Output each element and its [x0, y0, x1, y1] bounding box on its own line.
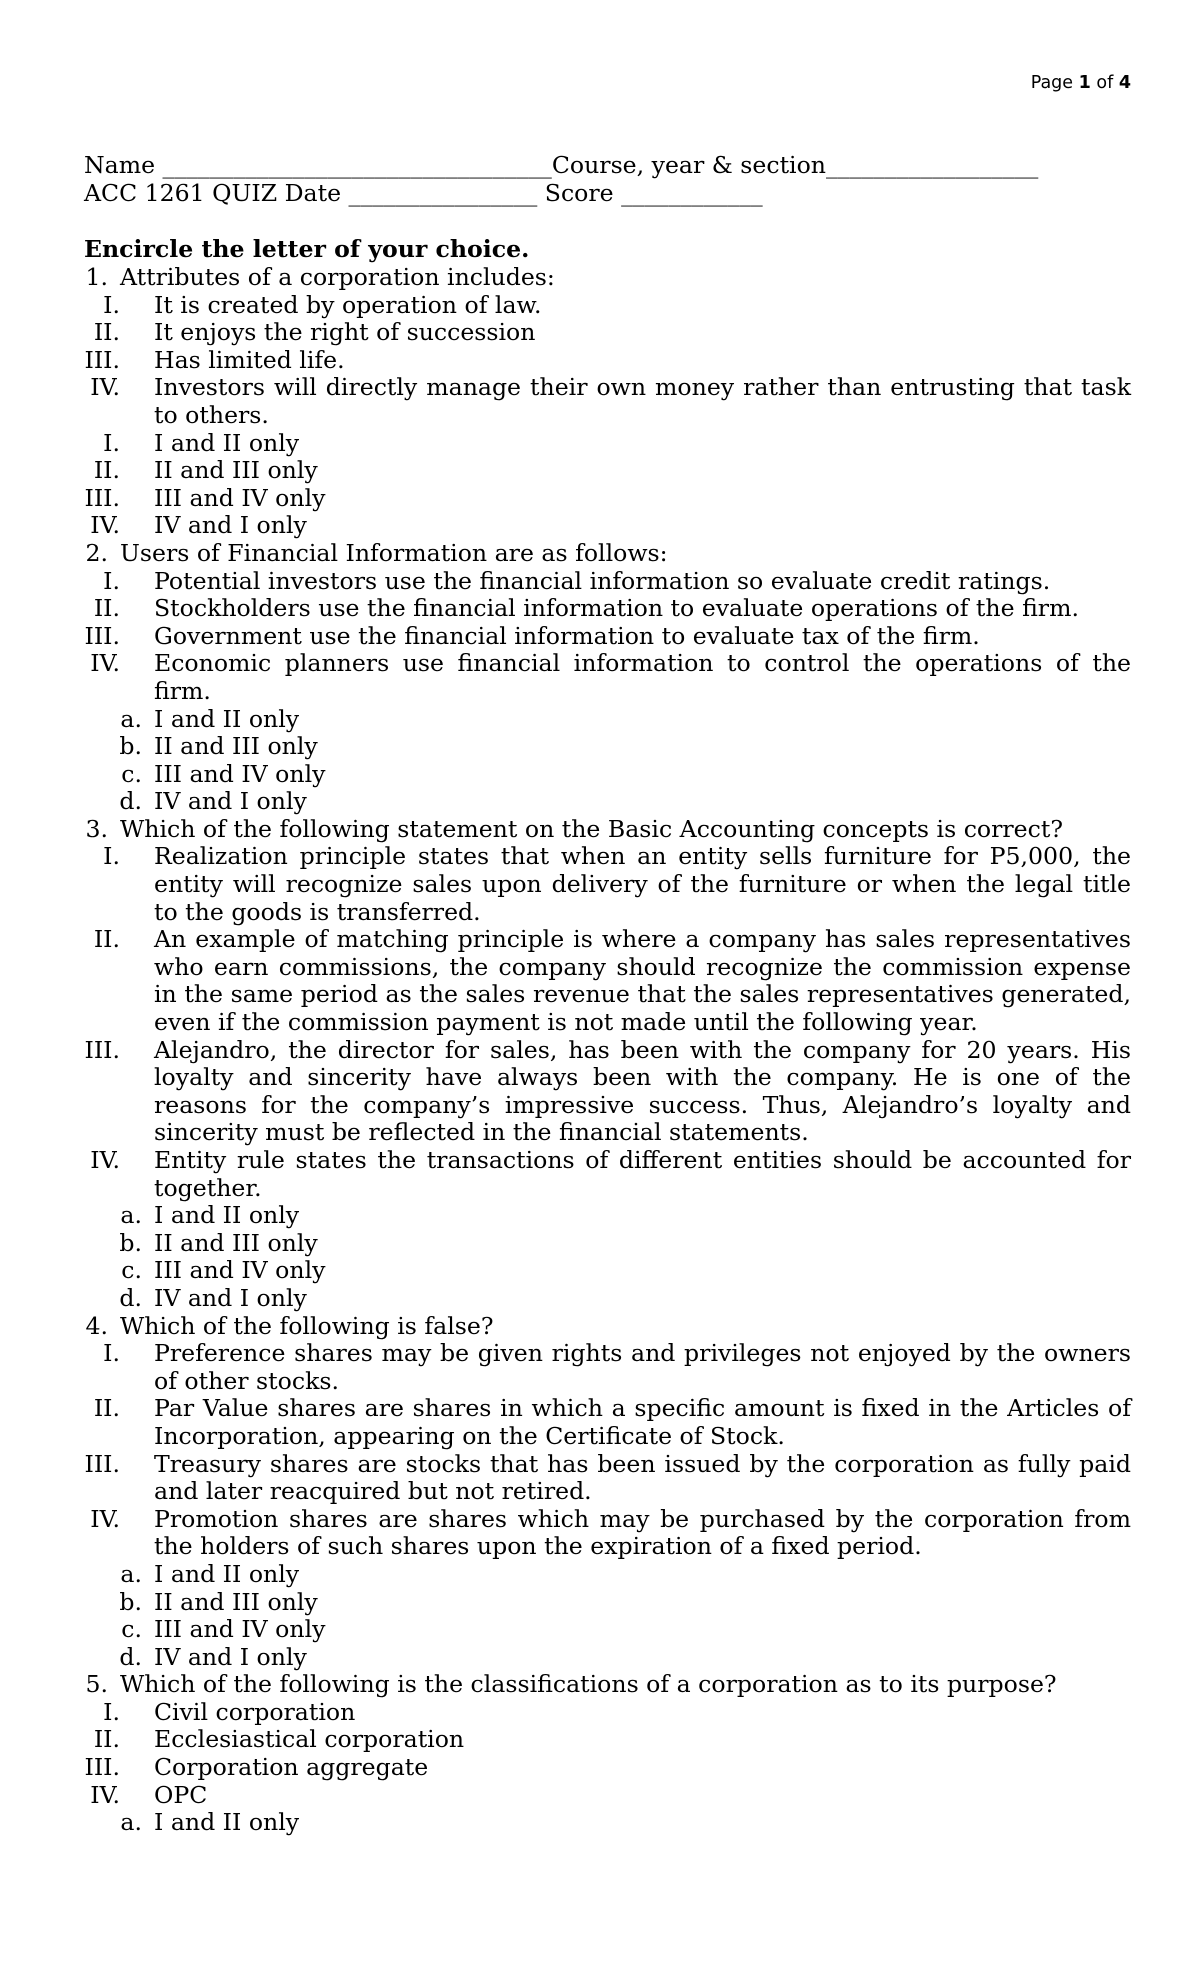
statement-item: [84, 843, 1131, 926]
choice-label: d.: [119, 1283, 142, 1312]
statement-numeral: III.: [84, 1449, 120, 1478]
quiz-content: [84, 236, 1131, 1837]
question-text: Which of the following is false?: [120, 1311, 494, 1340]
statement-item: [84, 1726, 1131, 1754]
statement-item: [84, 1451, 1131, 1506]
statement-item: [84, 347, 1131, 375]
answer-choice[interactable]: [84, 1257, 1131, 1285]
choice-text: III and IV only: [154, 1615, 326, 1644]
statement-numeral: II.: [93, 1725, 120, 1754]
question-number: 2.: [85, 538, 108, 567]
question-text: Which of the following statement on the Basic Accounting concepts is correct?: [120, 814, 1063, 843]
statement-text: Preference shares may be given rights and privileges not enjoyed by the owners of other stocks.: [154, 1339, 1131, 1395]
question-number: 4.: [85, 1311, 108, 1340]
answer-choice[interactable]: [84, 1230, 1131, 1258]
statement-item: [84, 568, 1131, 596]
choice-text: III and IV only: [154, 483, 326, 512]
answer-choice[interactable]: [84, 1644, 1131, 1672]
statement-text: Civil corporation: [154, 1697, 356, 1726]
answer-choice[interactable]: [84, 733, 1131, 761]
statement-numeral: IV.: [90, 649, 120, 678]
statement-numeral: II.: [93, 318, 120, 347]
choice-text: IV and I only: [154, 787, 307, 816]
statement-numeral: I.: [103, 1697, 120, 1726]
question-1: [84, 264, 1131, 292]
statement-numeral: II.: [93, 1394, 120, 1423]
statement-item: [84, 1699, 1131, 1727]
statement-text: Ecclesiastical corporation: [154, 1725, 465, 1754]
choice-text: I and II only: [154, 428, 300, 457]
choice-text: I and II only: [154, 704, 300, 733]
choice-label: a.: [120, 1559, 142, 1588]
statement-numeral: IV.: [90, 1146, 120, 1174]
statement-text: Promotion shares are shares which may be purchased by the corporation from the holders of such shares upon the expiration of a fixed period.: [154, 1504, 1131, 1561]
answer-choice[interactable]: [84, 1202, 1131, 1230]
choice-label: d.: [119, 1642, 142, 1671]
answer-choice[interactable]: [84, 1589, 1131, 1617]
choice-label: d.: [119, 787, 142, 816]
choice-text: IV and I only: [154, 1283, 307, 1312]
statement-item: [84, 1340, 1131, 1395]
statement-numeral: III.: [84, 621, 120, 650]
statement-item: [84, 1147, 1131, 1202]
statement-numeral: IV.: [90, 1780, 120, 1809]
statement-item: [84, 1395, 1131, 1450]
statement-numeral: III.: [84, 345, 120, 374]
answer-choice[interactable]: [84, 1616, 1131, 1644]
choice-text: II and III only: [154, 732, 318, 761]
statement-text: It enjoys the right of succession: [154, 318, 536, 347]
statement-item: [84, 1506, 1131, 1561]
statement-item: [84, 319, 1131, 347]
answer-choice[interactable]: [84, 761, 1131, 789]
statement-item: [84, 1782, 1131, 1810]
statement-text: Par Value shares are shares in which a specific amount is fixed in the Articles of Incorporation, appearing on the Certificate of Stock.: [154, 1394, 1131, 1450]
question-text: Users of Financial Information are as follows:: [120, 538, 668, 567]
statement-item: [84, 374, 1131, 429]
choice-label: IV.: [90, 511, 120, 540]
choice-label: III.: [84, 483, 120, 512]
answer-choice[interactable]: [84, 485, 1131, 513]
statement-text: Stockholders use the financial information to evaluate operations of the firm.: [154, 594, 1079, 623]
choice-text: I and II only: [154, 1559, 300, 1588]
answer-choice[interactable]: [84, 788, 1131, 816]
statement-text: Government use the financial information to evaluate tax of the firm.: [154, 621, 980, 650]
statement-text: Potential investors use the financial information so evaluate credit ratings.: [154, 566, 1051, 595]
question-number: 1.: [85, 263, 108, 291]
statement-item: [84, 623, 1131, 651]
question-3: [84, 816, 1131, 844]
choice-text: IV and I only: [154, 1642, 307, 1671]
statement-text: Economic planners use financial information to control the operations of the firm.: [154, 649, 1131, 705]
statement-numeral: IV.: [90, 373, 120, 402]
choice-text: IV and I only: [154, 511, 307, 540]
choice-text: I and II only: [154, 1808, 300, 1837]
answer-choice[interactable]: [84, 1561, 1131, 1589]
answer-choice[interactable]: [84, 1809, 1131, 1837]
page-number: Page 1 of 4: [1030, 73, 1131, 93]
statement-text: Treasury shares are stocks that has been issued by the corporation as fully paid and later reacquired but not retired.: [154, 1449, 1131, 1506]
answer-choice[interactable]: [84, 512, 1131, 540]
statement-numeral: I.: [103, 566, 120, 595]
question-number: 3.: [85, 814, 108, 843]
question-text: Attributes of a corporation includes:: [120, 263, 555, 291]
answer-choice[interactable]: [84, 706, 1131, 734]
question-4: [84, 1313, 1131, 1341]
statement-text: Corporation aggregate: [154, 1753, 429, 1782]
statement-text: Alejandro, the director for sales, has been with the company for 20 years. His loyalty and sincerity have always been with the company. He is one of the reasons for the company’s impressive success. Thus, Alejandro’s loyalty and sincerity must be reflected in the financial statements.: [154, 1035, 1131, 1147]
choice-label: c.: [121, 1256, 142, 1285]
choice-label: I.: [103, 428, 120, 457]
statement-text: It is created by operation of law.: [154, 290, 542, 319]
choice-label: b.: [119, 1587, 142, 1616]
statement-text: OPC: [154, 1780, 208, 1809]
header-course-line: ACC 1261 QUIZ Date ________________ Score ____________: [84, 179, 763, 207]
choice-text: III and IV only: [154, 759, 326, 788]
choice-label: b.: [119, 732, 142, 761]
choice-label: b.: [119, 1228, 142, 1257]
choice-label: a.: [120, 704, 142, 733]
quiz-header: [84, 152, 1131, 208]
statement-item: [84, 926, 1131, 1036]
choice-label: c.: [121, 1615, 142, 1644]
choice-text: II and III only: [154, 1228, 318, 1257]
statement-numeral: I.: [103, 842, 120, 871]
statement-text: Investors will directly manage their own money rather than entrusting that task to others.: [154, 373, 1131, 429]
statement-item: [84, 595, 1131, 623]
question-2: [84, 540, 1131, 568]
statement-text: Entity rule states the transactions of different entities should be accounted for together.: [154, 1146, 1131, 1202]
instructions: Encircle the letter of your choice.: [84, 235, 530, 263]
question-text: Which of the following is the classifications of a corporation as to its purpose?: [120, 1670, 1057, 1699]
statement-item: [84, 1037, 1131, 1147]
choice-text: III and IV only: [154, 1256, 326, 1285]
answer-choice[interactable]: [84, 1285, 1131, 1313]
statement-numeral: I.: [103, 1339, 120, 1368]
choice-label: II.: [93, 456, 120, 485]
statement-text: Realization principle states that when an entity sells furniture for P5,000, the entity will recognize sales upon delivery of the furniture or when the legal title to the goods is transferred.: [154, 842, 1131, 926]
statement-item: [84, 292, 1131, 320]
statement-numeral: II.: [93, 594, 120, 623]
choice-text: II and III only: [154, 456, 318, 485]
answer-choice[interactable]: [84, 430, 1131, 458]
statement-item: [84, 650, 1131, 705]
choice-label: a.: [120, 1201, 142, 1230]
statement-numeral: IV.: [90, 1504, 120, 1533]
statement-numeral: II.: [93, 925, 120, 954]
statement-text: Has limited life.: [154, 345, 345, 374]
choice-text: II and III only: [154, 1587, 318, 1616]
choice-label: a.: [120, 1808, 142, 1837]
answer-choice[interactable]: [84, 457, 1131, 485]
header-name-line: Name _________________________________Course, year & section__________________: [84, 151, 1039, 179]
choice-label: c.: [121, 759, 142, 788]
statement-numeral: III.: [84, 1753, 120, 1782]
choice-text: I and II only: [154, 1201, 300, 1230]
statement-item: [84, 1754, 1131, 1782]
question-5: [84, 1671, 1131, 1699]
statement-numeral: III.: [84, 1035, 120, 1064]
statement-text: An example of matching principle is where a company has sales representatives who earn commissions, the company should recognize the commission expense in the same period as the sales revenue that the sales representatives generated, even if the commission payment is not made until the following year.: [154, 925, 1131, 1037]
question-number: 5.: [85, 1670, 108, 1699]
statement-numeral: I.: [103, 290, 120, 319]
